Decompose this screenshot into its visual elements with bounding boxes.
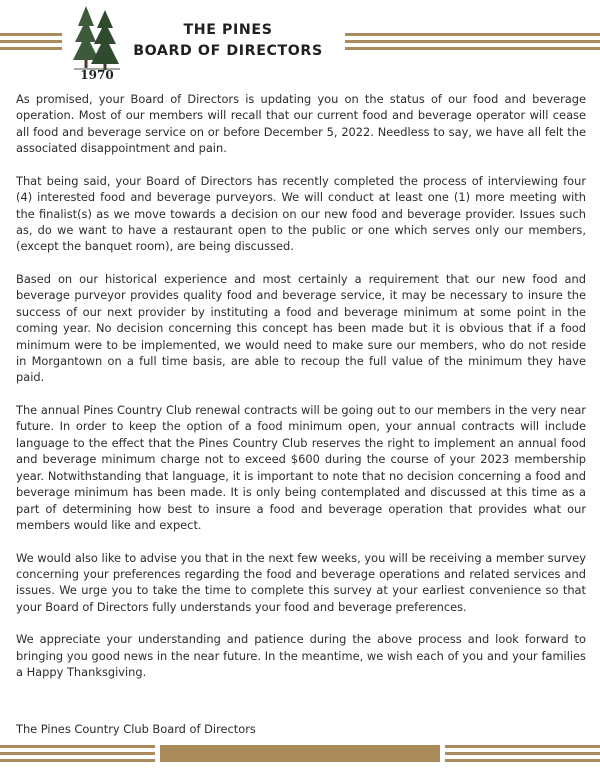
header-stripes-left [0,33,62,54]
letterhead-title [126,20,330,62]
paragraph: As promised, your Board of Directors is updating you on the status of our food and beverage operation. Most of our members will recall that our current food and beverage operator will cease all food and beverage service on or before December 5, 2022. Needless to say, we have all felt the associated disappointment and pain. [16,92,586,156]
title-line-2: BOARD OF DIRECTORS [133,43,323,59]
paragraph: We would also like to advise you that in the next few weeks, you will be receiving a member survey concerning your preferences regarding the food and beverage operations and related services and issues. We urge you to take the time to complete this survey at your earliest convenience so that your Board of Directors fully understands your food and beverage preferences. [16,550,586,614]
signature: The Pines Country Club Board of Directors [16,722,256,736]
header-stripes-right [345,33,600,54]
footer-stripes-left [0,745,155,766]
footer-band [160,745,440,762]
paragraph: We appreciate your understanding and patience during the above process and look forward to bringing you good news in the near future. In the meantime, we wish each of you and your families a Happy Thanksgiving. [16,632,586,680]
paragraph: That being said, your Board of Directors has recently completed the process of interviewing four (4) interested food and beverage purveyors. We will conduct at least one (1) more meeting with the finalist(s) as we move towards a decision on our new food and beverage provider. Issues such as, do we want to have a restaurant open to the public or one which serves only our members, (except the banquet room), are being discussed. [16,173,586,254]
paragraph: Based on our historical experience and most certainly a requirement that our new food and beverage purveyor provides quality food and beverage service, it may be necessary to insure the success of our next provider by instituting a food and beverage minimum at some point in the coming year. No decision concerning this concept has been made but it is obvious that if a food minimum were to be implemented, we would need to make sure our members, who do not reside in Morgantown on a full time basis, are able to recoup the full value of the minimum they have paid. [16,272,586,385]
logo-year: 1970 [80,68,114,82]
letter-body [16,91,586,697]
title-line-1: THE PINES [183,22,273,38]
paragraph: The annual Pines Country Club renewal contracts will be going out to our members in the very near future. In order to keep the option of a food minimum open, your annual contracts will include language to the effect that the Pines Country Club reserves the right to implement an annual food and beverage minimum charge not to exceed $600 during the course of your 2023 membership year. Notwithstanding that language, it is important to note that no decision concerning a food and beverage minimum has been made. It is only being contemplated and discussed at this time as a part of determining how best to insure a food and beverage operation that provides what our members would like and expect. [16,403,586,532]
footer-stripes-right [445,745,600,766]
letterhead [0,0,600,88]
